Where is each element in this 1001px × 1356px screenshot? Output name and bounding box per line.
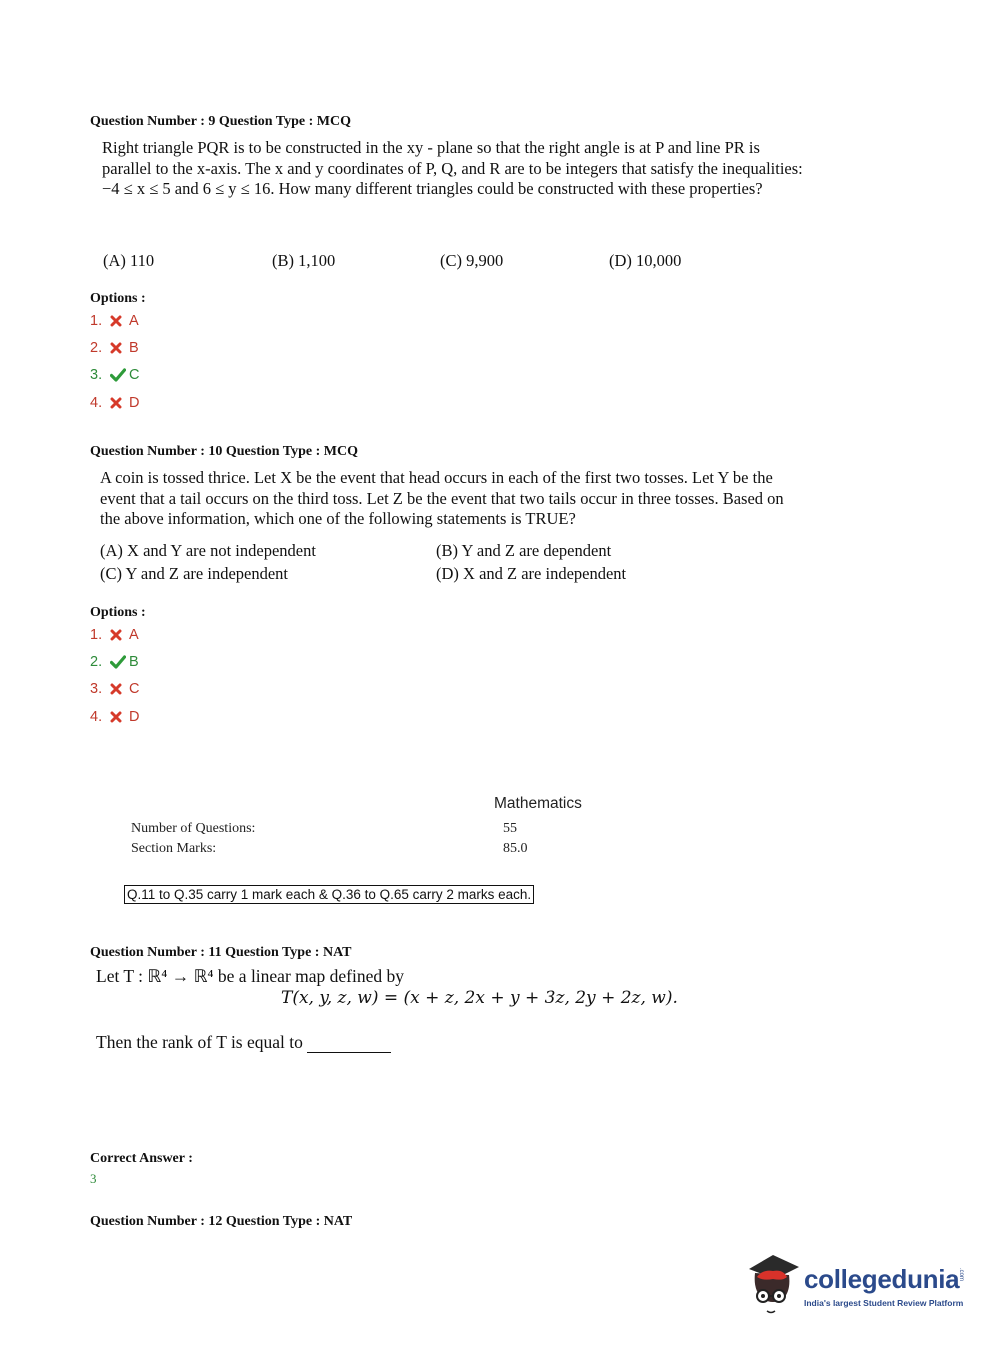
q10-option-2 [90, 654, 139, 670]
collegedunia-mascot-logo [743, 1251, 803, 1317]
q11-line1: Let T : ℝ⁴ → ℝ⁴ be a linear map defined by [96, 966, 405, 986]
num-questions-value: 55 [503, 821, 517, 836]
q9-choice-a: (A) 110 [103, 251, 155, 270]
option-letter: B [129, 340, 139, 356]
logo-brand-text: collegedunia [804, 1264, 960, 1294]
q9-choice-c: (C) 9,900 [440, 251, 504, 270]
q9-option-3 [90, 367, 139, 383]
option-number: 4. [90, 709, 103, 725]
option-letter: C [129, 367, 140, 383]
q9-option-2 [90, 340, 139, 356]
correct-answer-label: Correct Answer : [90, 1151, 193, 1166]
option-number: 2. [90, 654, 103, 670]
q10-options-label: Options : [90, 605, 146, 620]
option-number: 1. [90, 313, 103, 329]
option-number: 1. [90, 627, 103, 643]
cross-icon [110, 397, 129, 409]
answer-blank [307, 1040, 391, 1053]
q10-option-1 [90, 627, 139, 643]
cross-icon [110, 629, 129, 641]
option-letter: A [129, 313, 139, 329]
q9-option-1 [90, 313, 139, 329]
q10-choice-c: (C) Y and Z are independent [100, 564, 288, 583]
num-questions-label: Number of Questions: [131, 821, 256, 836]
logo-tagline: India's largest Student Review Platform [804, 1298, 964, 1308]
q10-choice-a: (A) X and Y are not independent [100, 541, 316, 560]
option-number: 2. [90, 340, 103, 356]
q10-choice-d: (D) X and Z are independent [436, 564, 627, 583]
q10-option-3 [90, 681, 139, 697]
q9-choice-b: (B) 1,100 [272, 251, 336, 270]
option-letter: A [129, 627, 139, 643]
q9-choice-d: (D) 10,000 [609, 251, 682, 270]
option-number: 3. [90, 367, 103, 383]
question-12-header: Question Number : 12 Question Type : NAT [90, 1214, 353, 1229]
q11-line2: Then the rank of T is equal to [96, 1032, 303, 1052]
option-letter: B [129, 654, 139, 670]
correct-answer-value: 3 [90, 1171, 97, 1186]
option-number: 3. [90, 681, 103, 697]
marks-note: Q.11 to Q.35 carry 1 mark each & Q.36 to Q.65 carry 2 marks each. [124, 885, 534, 904]
cross-icon [110, 342, 129, 354]
option-letter: C [129, 681, 140, 697]
question-9-header: Question Number : 9 Question Type : MCQ [90, 114, 351, 129]
q9-option-4 [90, 395, 139, 411]
q11-question-line [96, 1032, 391, 1053]
logo-domain-suffix: .com [958, 1268, 964, 1282]
question-10-header: Question Number : 10 Question Type : MCQ [90, 444, 358, 459]
cross-icon [110, 315, 129, 327]
question-10-text: A coin is tossed thrice. Let X be the event that head occurs in each of the first two tosses. Let Y be the event that a tail occurs on the third toss. Let Z be the event that two tails occur in three tosses. Based on the above information, which one of the following statements is TRUE? [100, 468, 784, 528]
check-icon [110, 368, 129, 382]
q10-choice-b: (B) Y and Z are dependent [436, 541, 612, 560]
q11-formula: T(x, y, z, w) = (x + z, 2x + y + 3z, 2y + 2z, w). [281, 988, 678, 1008]
section-marks-label: Section Marks: [131, 841, 217, 856]
cross-icon [110, 683, 129, 695]
section-marks-value: 85.0 [503, 841, 528, 856]
q9-options-label: Options : [90, 291, 146, 306]
q10-option-4 [90, 709, 139, 725]
cross-icon [110, 711, 129, 723]
section-title: Mathematics [494, 795, 582, 812]
check-icon [110, 655, 129, 669]
option-number: 4. [90, 395, 103, 411]
question-9-text: Right triangle PQR is to be constructed in the xy - plane so that the right angle is at P and line PR is parallel to the x-axis. The x and y coordinates of P, Q, and R are to be integers that satisfy the inequalities: −4 ≤ x ≤ 5 and 6 ≤ y ≤ 16. How many different triangles could be constructed with these properties? [102, 138, 803, 198]
option-letter: D [129, 395, 140, 411]
question-11-header: Question Number : 11 Question Type : NAT [90, 945, 352, 960]
option-letter: D [129, 709, 140, 725]
